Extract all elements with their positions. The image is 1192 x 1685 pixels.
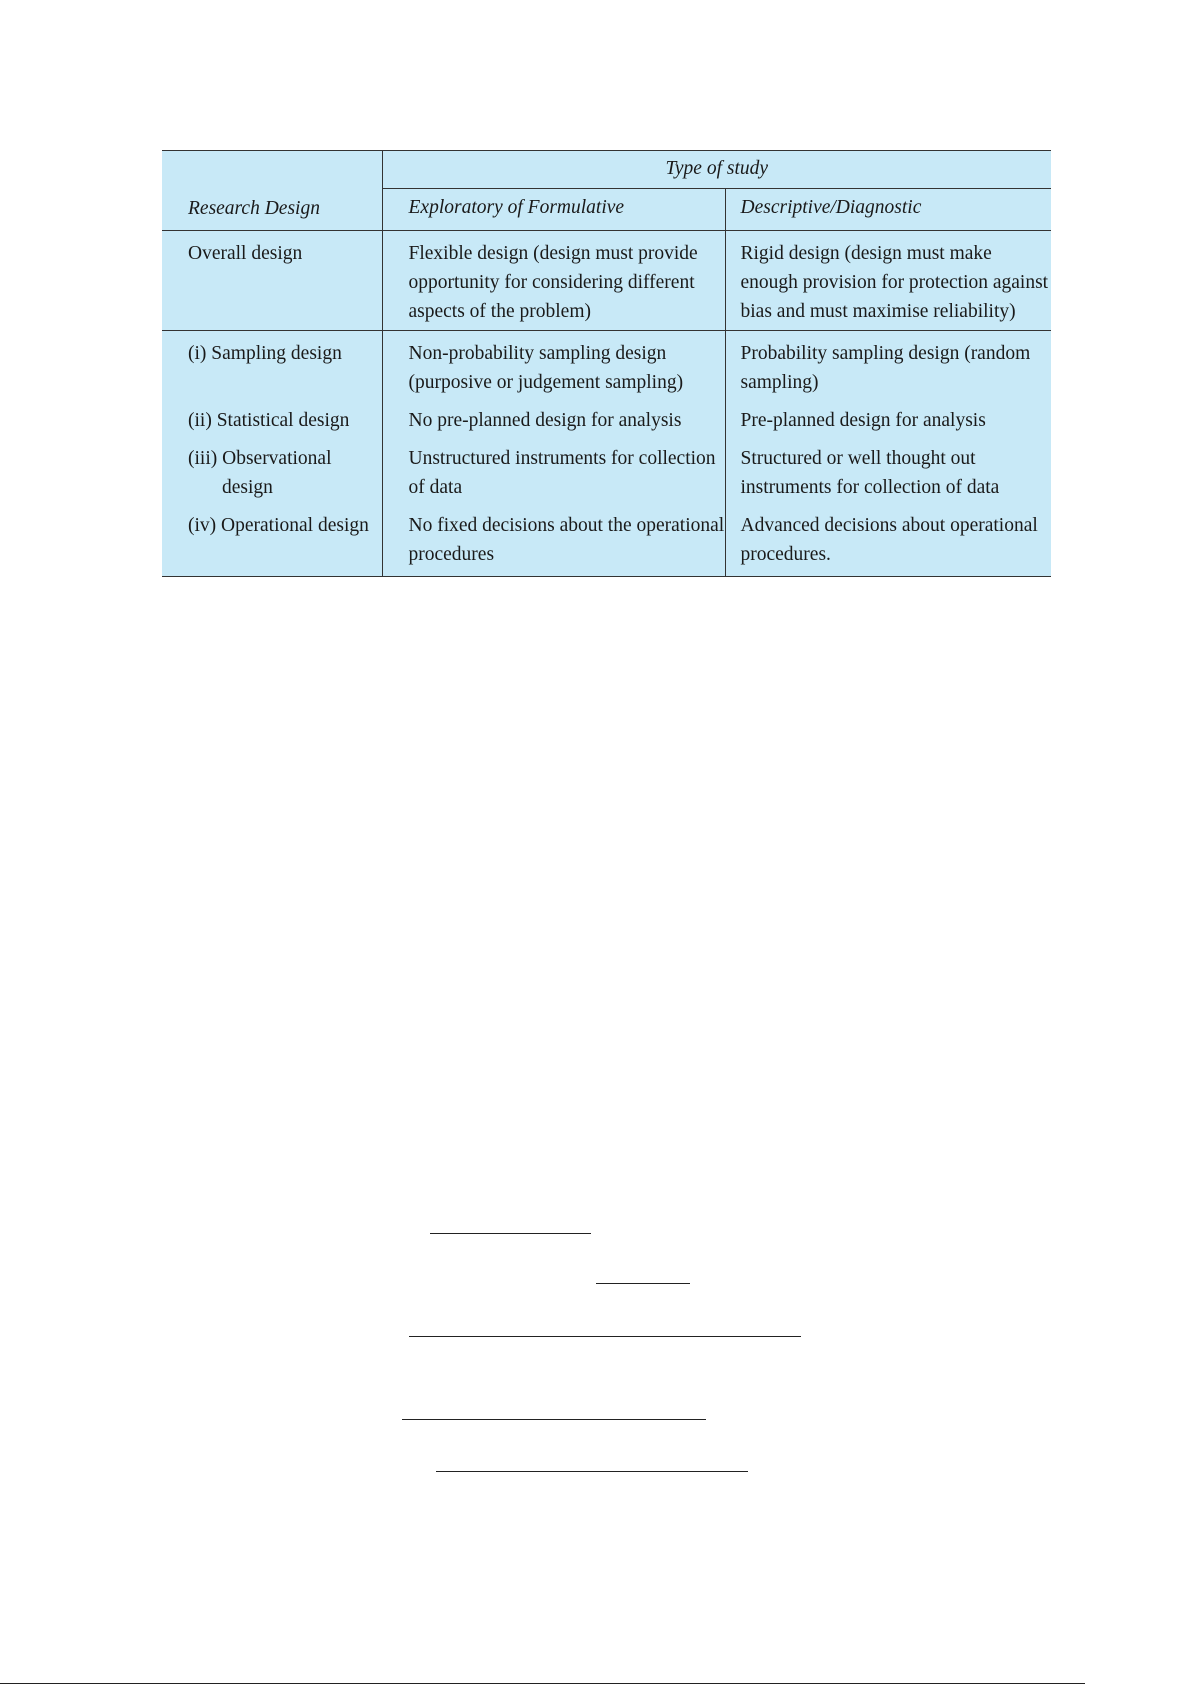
- cell-descriptive: Pre-planned design for analysis: [725, 406, 1051, 444]
- blank-line: [596, 1283, 690, 1284]
- cell-descriptive: Rigid design (design must make enough provision for protection against bias and must maximise reliability): [725, 231, 1051, 331]
- header-research-design: Research Design: [162, 151, 382, 231]
- header-exploratory: Exploratory of Formulative: [382, 189, 725, 231]
- cell-design-line1: (iii) Observational: [188, 448, 332, 469]
- cell-design: (ii) Statistical design: [188, 410, 350, 431]
- blank-line: [436, 1471, 748, 1472]
- cell-exploratory: No pre-planned design for analysis: [382, 406, 725, 444]
- table-row-statistical-design: [162, 406, 1051, 444]
- page-bottom-rule: [0, 1683, 1085, 1684]
- cell-design-line2: design: [222, 477, 273, 498]
- research-design-table: [162, 150, 1051, 577]
- cell-exploratory: Non-probability sampling design (purposive or judgement sampling): [382, 331, 725, 407]
- cell-descriptive: Structured or well thought out instruments for collection of data: [725, 444, 1051, 511]
- cell-design: Overall design: [162, 231, 382, 331]
- cell-exploratory: Flexible design (design must provide opportunity for considering different aspects of the problem): [382, 231, 725, 331]
- table-row-sampling-design: [162, 331, 1051, 407]
- table-row-overall-design: [162, 231, 1051, 331]
- cell-design: [162, 444, 382, 511]
- cell-descriptive: Advanced decisions about operational procedures.: [725, 511, 1051, 577]
- cell-descriptive: Probability sampling design (random sampling): [725, 331, 1051, 407]
- cell-design: (i) Sampling design: [188, 343, 342, 364]
- blank-line: [430, 1233, 591, 1234]
- blank-line: [402, 1419, 706, 1420]
- header-descriptive: Descriptive/Diagnostic: [725, 189, 1051, 231]
- table-row-operational-design: [162, 511, 1051, 577]
- table-row-observational-design: [162, 444, 1051, 511]
- cell-design: (iv) Operational design: [188, 515, 369, 536]
- header-type-of-study: Type of study: [382, 151, 1051, 189]
- cell-exploratory: No fixed decisions about the operational procedures: [382, 511, 725, 577]
- blank-line: [409, 1336, 801, 1337]
- table-header-row-top: [162, 151, 1051, 189]
- cell-exploratory: Unstructured instruments for collection of data: [382, 444, 725, 511]
